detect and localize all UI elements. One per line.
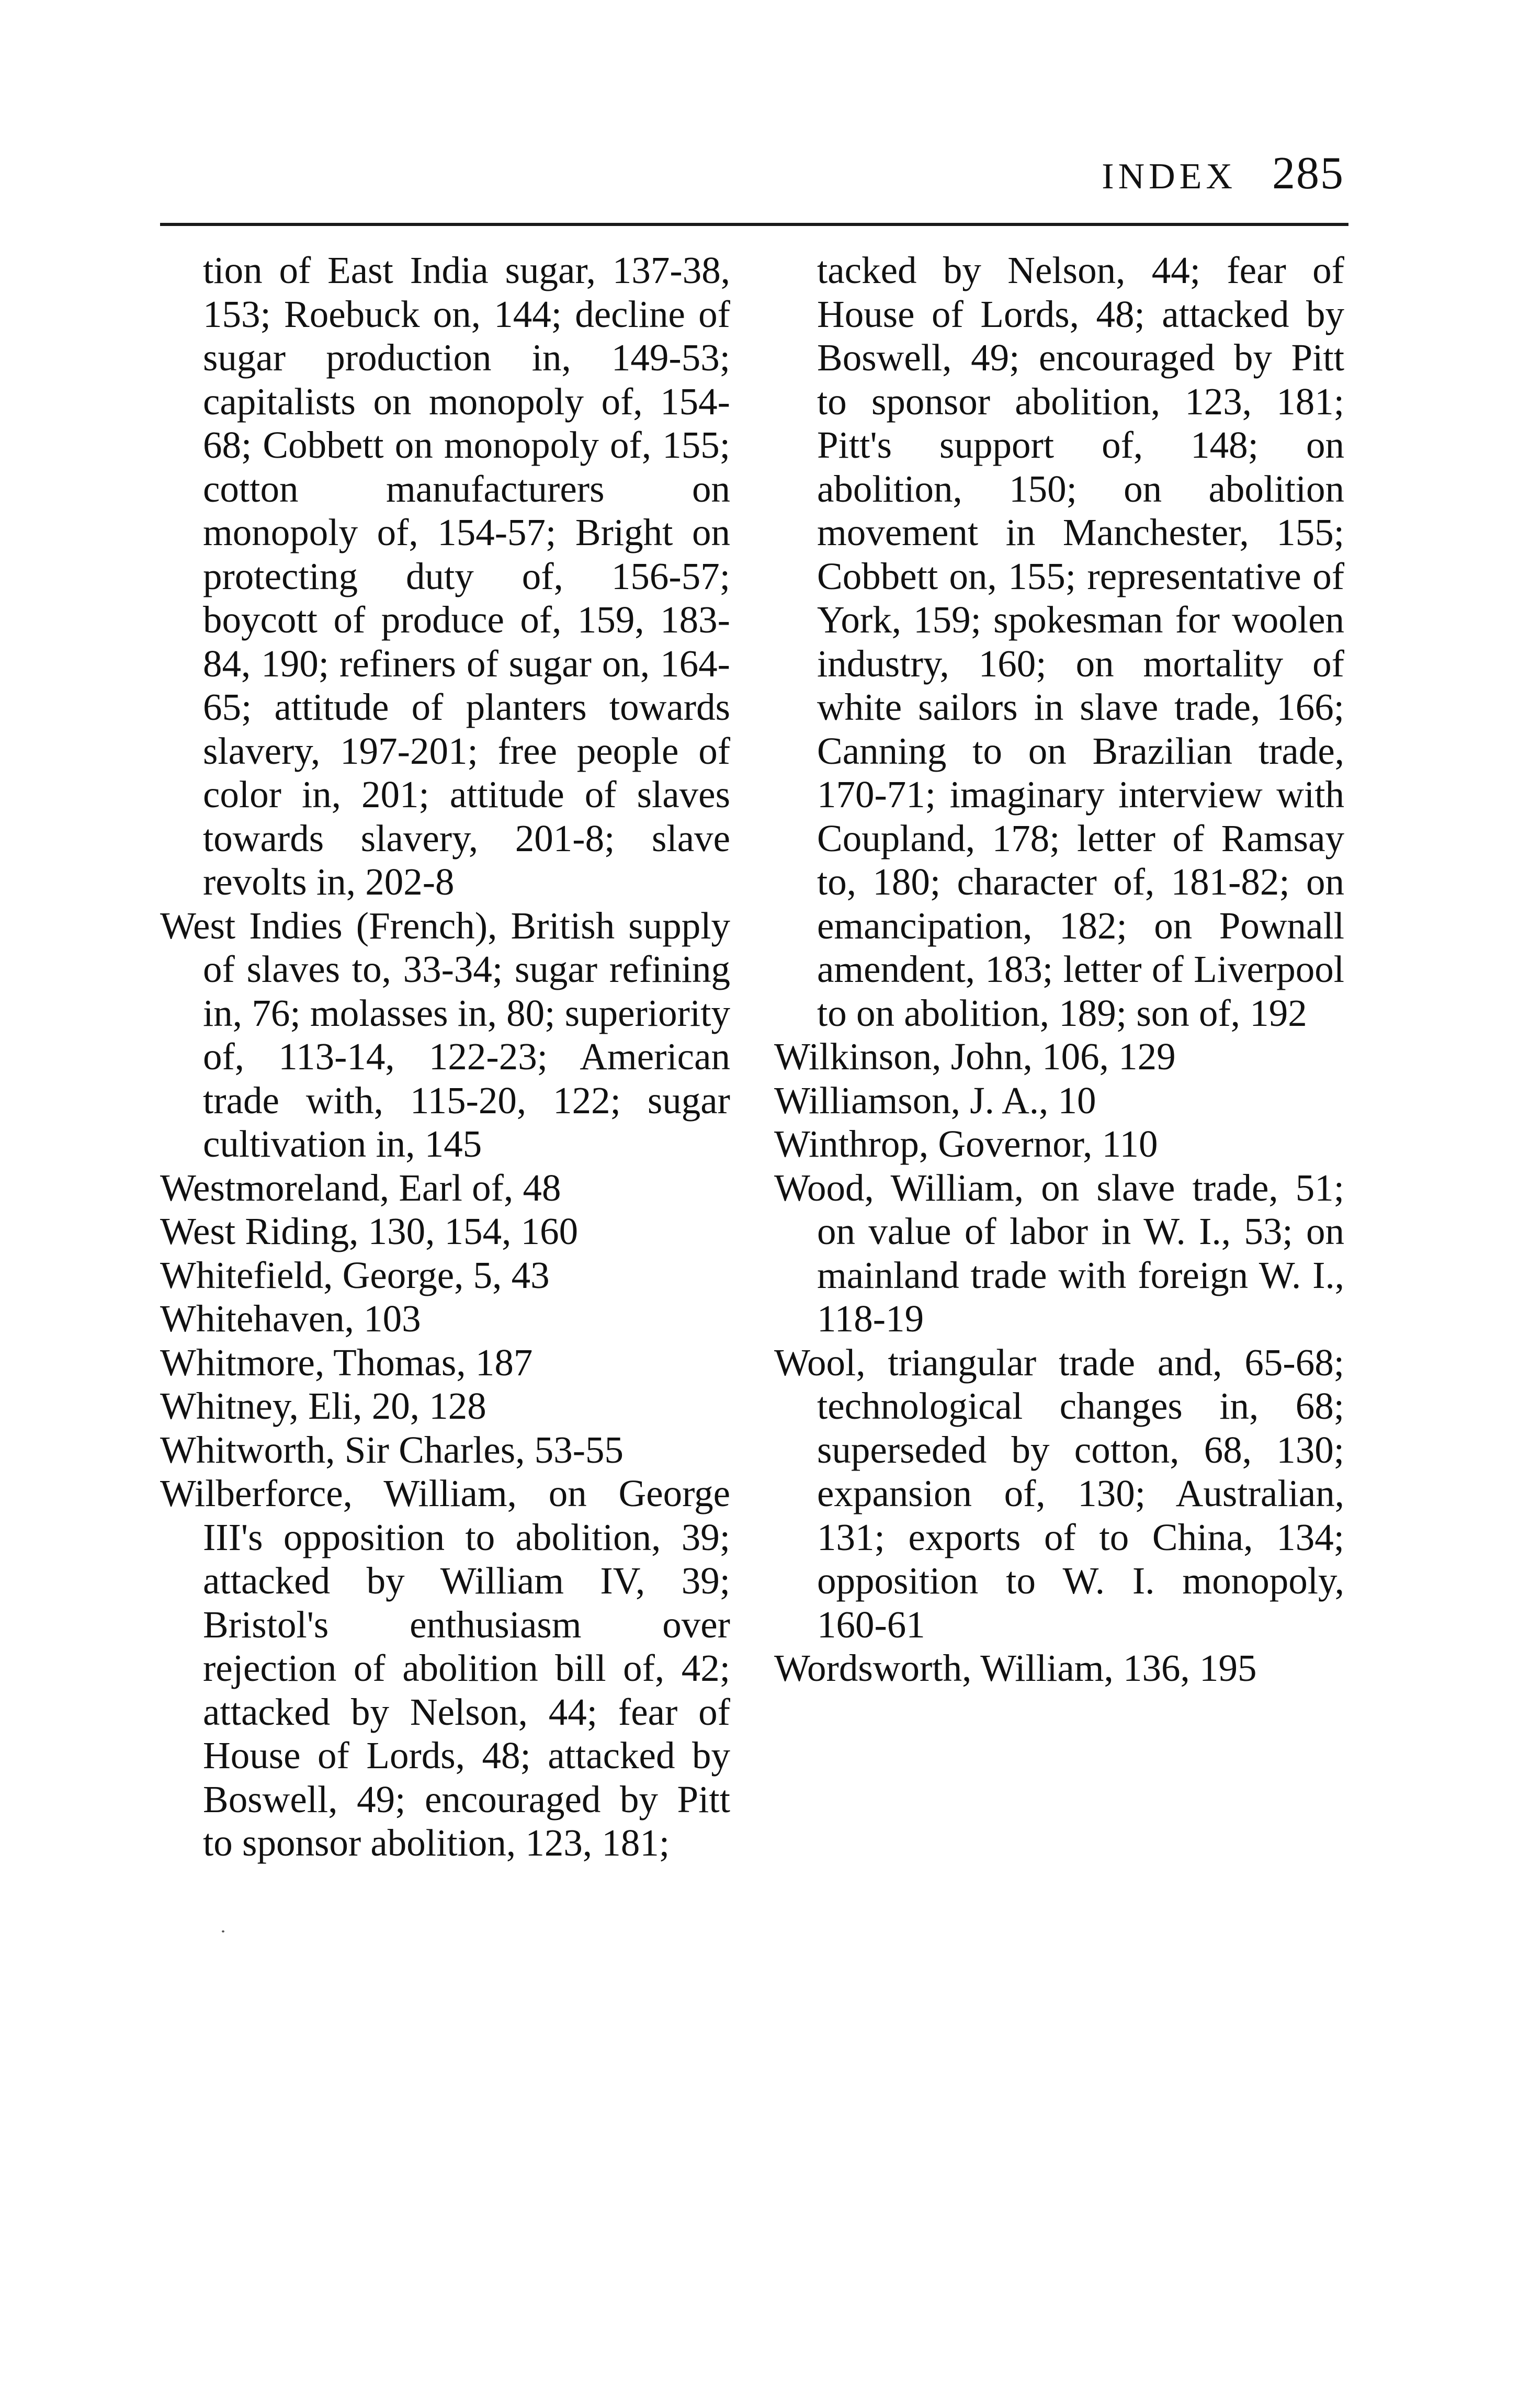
- index-column-left: [160, 248, 730, 1865]
- index-entry: tion of East India sugar, 137-38, 153; Roebuck on, 144; decline of sugar production in, 149-53; capitalists on monopoly of, 154-68; Cobbett on monopoly of, 155; cotton manufacturers on monopoly of, 154-57; Bright on protecting duty of, 156-57; boycott of produce of, 159, 183-84, 190; refiners of sugar on, 164-65; attitude of planters towards slavery, 197-201; free people of color in, 201; attitude of slaves towards slavery, 201-8; slave revolts in, 202-8: [203, 249, 730, 903]
- index-entry: Whitmore, Thomas, 187: [160, 1341, 533, 1384]
- index-entry: West Riding, 130, 154, 160: [160, 1210, 579, 1252]
- header-rule: [160, 223, 1348, 226]
- index-entry: tacked by Nelson, 44; fear of House of Lords, 48; attacked by Boswell, 49; encouraged by Pitt to sponsor abolition, 123, 181; Pitt's support of, 148; on abolition, 150; on abolition movement in Manchester, 155; Cobbett on, 155; representative of York, 159; spokesman for woolen industry, 160; on mortality of white sailors in slave trade, 166; Canning to on Brazilian trade, 170-71; imaginary interview with Coupland, 178; letter of Ramsay to, 180; character of, 181-82; on emancipation, 182; on Pownall amendent, 183; letter of Liverpool to on abolition, 189; son of, 192: [817, 249, 1344, 1034]
- index-entry: Wordsworth, William, 136, 195: [774, 1647, 1257, 1689]
- index-entry: Whitehaven, 103: [160, 1297, 421, 1340]
- index-entry: Wool, triangular trade and, 65-68; technological changes in, 68; superseded by cotton, 68, 130; expansion of, 130; Australian, 131; exports of to China, 134; opposition to W. I. monopoly, 160-61: [774, 1341, 1344, 1646]
- index-entry: West Indies (French), British supply of slaves to, 33-34; sugar refining in, 76; molasses in, 80; superiority of, 113-14, 122-23; American trade with, 115-20, 122; sugar cultivation in, 145: [160, 904, 730, 1165]
- running-head: [732, 148, 1344, 199]
- index-column-right: [774, 248, 1344, 1690]
- index-entry: Whitworth, Sir Charles, 53-55: [160, 1428, 624, 1471]
- index-entry: Winthrop, Governor, 110: [774, 1123, 1158, 1165]
- index-entry: Wilberforce, William, on George III's opposition to abolition, 39; attacked by William IV, 39; Bristol's enthusiasm over rejection of abolition bill of, 42; attacked by Nelson, 44; fear of House of Lords, 48; attacked by Boswell, 49; encouraged by Pitt to sponsor abolition, 123, 181;: [160, 1472, 730, 1864]
- page-number: 285: [1272, 148, 1344, 199]
- index-entry: Westmoreland, Earl of, 48: [160, 1166, 561, 1209]
- index-entry: Whitefield, George, 5, 43: [160, 1253, 550, 1296]
- print-speck: [222, 1930, 224, 1932]
- index-entry: Whitney, Eli, 20, 128: [160, 1385, 486, 1427]
- running-head-title: INDEX: [1102, 156, 1237, 197]
- index-entry: Williamson, J. A., 10: [774, 1079, 1096, 1122]
- index-entry: Wilkinson, John, 106, 129: [774, 1035, 1176, 1078]
- index-entry: Wood, William, on slave trade, 51; on value of labor in W. I., 53; on mainland trade with foreign W. I., 118-19: [774, 1166, 1344, 1340]
